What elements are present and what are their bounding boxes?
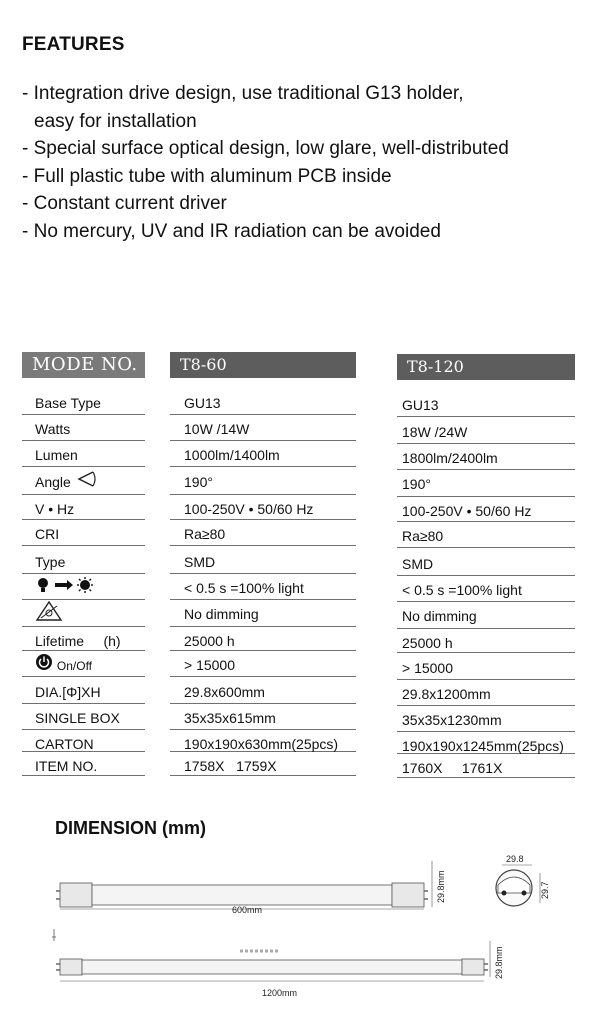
spec-value: > 15000 bbox=[184, 657, 235, 673]
feature-item: - No mercury, UV and IR radiation can be avoided bbox=[22, 220, 441, 242]
spec-label: Lumen bbox=[35, 447, 78, 463]
spec-value: 1758X 1759X bbox=[184, 758, 277, 774]
spec-label: CARTON bbox=[35, 736, 94, 752]
spec-label-cell bbox=[22, 468, 145, 495]
spec-value: < 0.5 s =100% light bbox=[402, 582, 522, 598]
spec-label: Watts bbox=[35, 421, 71, 437]
features-list bbox=[22, 80, 582, 245]
spec-value: 29.8x1200mm bbox=[402, 686, 491, 702]
spec-label-cell bbox=[22, 441, 145, 467]
spec-label-cell bbox=[22, 574, 145, 600]
spec-value-t8-120 bbox=[397, 754, 575, 778]
feature-item: - Integration drive design, use traditional G13 holder, bbox=[22, 83, 464, 104]
spec-value: 190x190x1245mm(25pcs) bbox=[402, 738, 564, 754]
spec-value: 29.8x600mm bbox=[184, 684, 265, 700]
spec-label: Type bbox=[35, 554, 66, 570]
spec-value: 190° bbox=[184, 474, 213, 490]
tube1-length-label: 600mm bbox=[232, 905, 263, 915]
spec-value-t8-120 bbox=[397, 654, 575, 680]
tube2-dia-label: 29.8mm bbox=[494, 946, 504, 979]
spec-label: Angle bbox=[35, 474, 71, 490]
spec-value-t8-120 bbox=[397, 732, 575, 754]
spec-value-t8-120 bbox=[397, 444, 575, 470]
spec-value-t8-60 bbox=[170, 389, 356, 415]
spec-value-t8-60 bbox=[170, 441, 356, 467]
spec-value: < 0.5 s =100% light bbox=[184, 580, 304, 596]
feature-item: - Constant current driver bbox=[22, 193, 227, 214]
feature-item: easy for installation bbox=[34, 110, 197, 132]
spec-value-t8-60 bbox=[170, 495, 356, 520]
feature-item: - Special surface optical design, low glare, well-distributed bbox=[22, 138, 509, 159]
spec-value: > 15000 bbox=[402, 660, 453, 676]
spec-value: 25000 h bbox=[402, 635, 453, 651]
spec-value-t8-60 bbox=[170, 730, 356, 752]
spec-value-t8-60 bbox=[170, 651, 356, 677]
model-header-t8-60: T8-60 bbox=[170, 352, 356, 378]
spec-label-cell bbox=[22, 678, 145, 704]
spec-value: 100-250V • 50/60 Hz bbox=[402, 503, 532, 519]
spec-value: No dimming bbox=[402, 608, 477, 624]
spec-value-t8-120 bbox=[397, 576, 575, 602]
spec-value: 35x35x1230mm bbox=[402, 712, 502, 728]
spec-label-cell bbox=[22, 651, 145, 677]
spec-value: 190x190x630mm(25pcs) bbox=[184, 736, 339, 752]
spec-label: On/Off bbox=[56, 659, 93, 673]
end-height-label: 29.7 bbox=[540, 881, 550, 899]
spec-label-cell bbox=[22, 495, 145, 520]
spec-label: Base Type bbox=[35, 395, 101, 411]
angle-icon bbox=[75, 469, 97, 497]
spec-value-t8-120 bbox=[397, 629, 575, 653]
end-width-label: 29.8 bbox=[506, 854, 524, 864]
spec-value: SMD bbox=[402, 556, 434, 572]
spec-value-t8-60 bbox=[170, 704, 356, 730]
spec-label: SINGLE BOX bbox=[35, 710, 120, 726]
spec-value-t8-60 bbox=[170, 627, 356, 651]
spec-label: DIA.[Φ]XH bbox=[35, 684, 101, 700]
spec-value-t8-60 bbox=[170, 574, 356, 600]
spec-value: 1800lm/2400lm bbox=[402, 450, 498, 466]
spec-label-cell bbox=[22, 415, 145, 441]
spec-value: 18W /24W bbox=[402, 424, 468, 440]
spec-label-cell bbox=[22, 627, 145, 651]
spec-value: No dimming bbox=[184, 606, 259, 622]
spec-value: 1760X 1761X bbox=[402, 760, 503, 776]
tube-1200-drawing bbox=[56, 941, 490, 981]
features-title: FEATURES bbox=[22, 34, 125, 55]
spec-label: CRI bbox=[35, 526, 60, 542]
spec-value-t8-60 bbox=[170, 548, 356, 574]
spec-value: 35x35x615mm bbox=[184, 710, 276, 726]
mode-no-header: MODE NO. bbox=[22, 352, 145, 378]
spec-label: V • Hz bbox=[35, 501, 75, 517]
spec-value: 190° bbox=[402, 476, 431, 492]
spec-value-t8-60 bbox=[170, 520, 356, 546]
spec-value: GU13 bbox=[402, 397, 439, 413]
spec-label-cell bbox=[22, 730, 145, 752]
spec-value: Ra≥80 bbox=[184, 526, 226, 542]
spec-value-t8-60 bbox=[170, 752, 356, 776]
spec-value-t8-120 bbox=[397, 680, 575, 706]
spec-value-t8-60 bbox=[170, 415, 356, 441]
spec-value-t8-60 bbox=[170, 678, 356, 704]
spec-value-t8-120 bbox=[397, 497, 575, 522]
spec-value-t8-120 bbox=[397, 418, 575, 444]
tube-600-drawing bbox=[56, 861, 432, 909]
tube-end-view bbox=[496, 865, 540, 906]
spec-value-t8-60 bbox=[170, 468, 356, 495]
spec-value-t8-120 bbox=[397, 706, 575, 732]
spec-label-cell bbox=[22, 704, 145, 730]
spec-label-cell bbox=[22, 600, 145, 627]
tube1-dia-label: 29.8mm bbox=[436, 870, 446, 903]
model-header-t8-120: T8-120 bbox=[397, 354, 575, 380]
spec-value-t8-120 bbox=[397, 391, 575, 417]
spec-value: 25000 h bbox=[184, 633, 235, 649]
spec-value: 1000lm/1400lm bbox=[184, 447, 280, 463]
spec-label-cell bbox=[22, 548, 145, 574]
spec-value-t8-120 bbox=[397, 470, 575, 497]
dimension-title: DIMENSION (mm) bbox=[55, 818, 207, 838]
spec-value-t8-60 bbox=[170, 600, 356, 627]
tube2-length-label: 1200mm bbox=[262, 988, 298, 998]
spec-value: 10W /14W bbox=[184, 421, 250, 437]
spec-value: 100-250V • 50/60 Hz bbox=[184, 501, 314, 517]
feature-item: - Full plastic tube with aluminum PCB inside bbox=[22, 165, 392, 187]
spec-label-cell bbox=[22, 752, 145, 776]
spec-label: Lifetime (h) bbox=[35, 633, 121, 649]
spec-label-cell bbox=[22, 520, 145, 546]
spec-value: SMD bbox=[184, 554, 216, 570]
dimension-drawing bbox=[0, 845, 600, 1015]
spec-value-t8-120 bbox=[397, 522, 575, 548]
spec-label: ITEM NO. bbox=[35, 758, 98, 774]
spec-label-cell bbox=[22, 389, 145, 415]
spec-value-t8-120 bbox=[397, 602, 575, 629]
on-off-icon bbox=[35, 652, 53, 680]
spec-value: GU13 bbox=[184, 395, 221, 411]
spec-value: Ra≥80 bbox=[402, 528, 444, 544]
spec-value-t8-120 bbox=[397, 550, 575, 576]
